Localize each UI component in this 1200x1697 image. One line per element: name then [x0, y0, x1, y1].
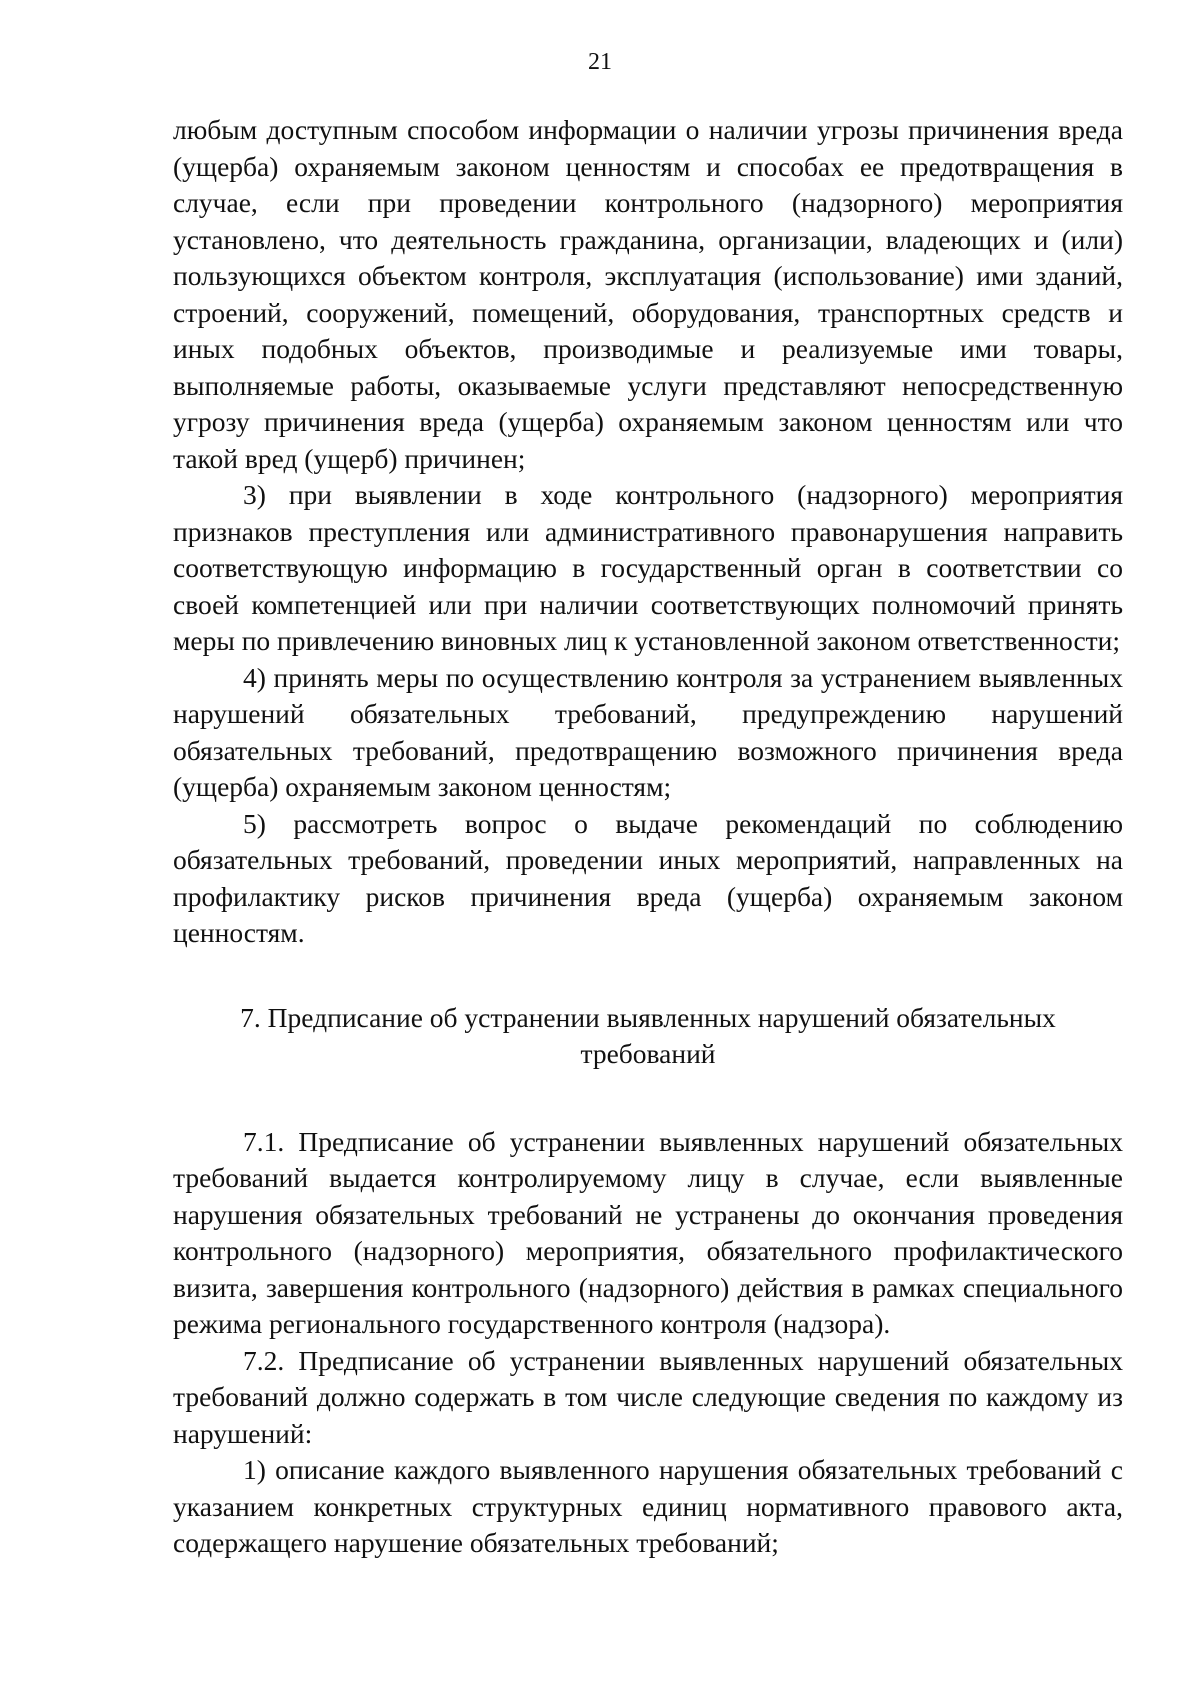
document-body — [173, 112, 1123, 1562]
paragraph-item-5: 5) рассмотреть вопрос о выдаче рекомендаций по соблюдению обязательных требований, проведении иных мероприятий, направленных на профилактику рисков причинения вреда (ущерба) охраняемым законом ценностям. — [173, 807, 1123, 948]
paragraph-7-2: 7.2. Предписание об устранении выявленных нарушений обязательных требований должно содержать в том числе следующие сведения по каждому из нарушений: — [173, 1344, 1123, 1449]
paragraph-continuation: любым доступным способом информации о наличии угрозы причинения вреда (ущерба) охраняемым законом ценностям и способах ее предотвращения в случае, если при проведении контрольного (надзорного) мероприятия установлено, что деятельность гражданина, организации, владеющих и (или) пользующихся объектом контроля, эксплуатация (использование) ими зданий, строений, сооружений, помещений, оборудования, транспортных средств и иных подобных объектов, производимые и реализуемые ими товары, выполняемые работы, оказываемые услуги представляют непосредственную угрозу причинения вреда (ущерба) охраняемым законом ценностям или что такой вред (ущерб) причинен; — [173, 114, 1123, 474]
paragraph-item-4: 4) принять меры по осуществлению контроля за устранением выявленных нарушений обязательных требований, предупреждению нарушений обязательных требований, предотвращению возможного причинения вреда (ущерба) охраняемым законом ценностям; — [173, 661, 1123, 802]
paragraph-7-2-item-1: 1) описание каждого выявленного нарушения обязательных требований с указанием конкретных структурных единиц нормативного правового акта, содержащего нарушение обязательных требований; — [173, 1454, 1123, 1558]
section-heading: 7. Предписание об устранении выявленных нарушений обязательных требований — [240, 1001, 1056, 1069]
page-number: 21 — [588, 49, 612, 75]
paragraph-item-3: 3) при выявлении в ходе контрольного (надзорного) мероприятия признаков преступления или административного правонарушения направить соответствующую информацию в государственный орган в соответствии со своей компетенцией или при наличии соответствующих полномочий принять меры по привлечению виновных лиц к установленной законом ответственности; — [173, 479, 1123, 656]
paragraph-7-1: 7.1. Предписание об устранении выявленных нарушений обязательных требований выдается контролируемому лицу в случае, если выявленные нарушения обязательных требований не устранены до окончания проведения контрольного (надзорного) мероприятия, обязательного профилактического визита, завершения контрольного (надзорного) действия в рамках специального режима регионального государственного контроля (надзора). — [173, 1125, 1123, 1339]
